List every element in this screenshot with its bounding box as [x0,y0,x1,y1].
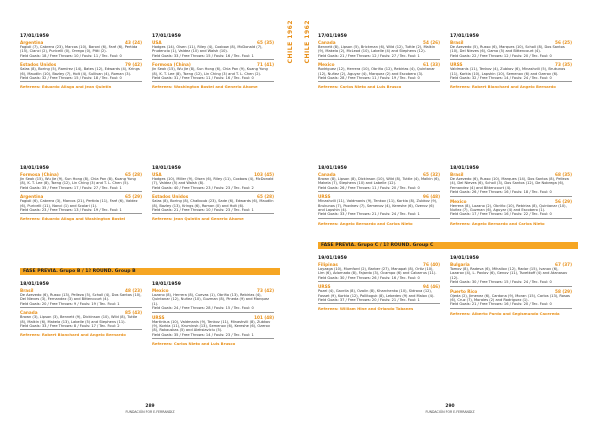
players: Brown (8), Lipson (8), Dickinson (10), Wild (8), Tuttle (4), Malkin (6), Makela (7), Stephens (10) and Labelle (12). [318,177,440,186]
team-name: Bulgaria [450,262,470,267]
stats: Field Goals: 35 / Free Throws: 17 / Fouls: 27 / Tec. Foul: 1 [20,186,142,192]
team-name: Formosa (China) [20,172,59,177]
team-name: Formosa (China) [152,62,191,68]
stats: Field Goals: 35 / Free Throws: 14 / Fouls: 23 / Tec. Foul: 1 [152,333,274,339]
match-date: 17/01/1959 [152,34,181,39]
team-score: 67 (37) [555,262,572,267]
players: Martinkus (10), Valdmanis (9), Tenkov (11), Minashvili (8), Zubkov (9), Korkia (11), Kruminsh (13), Semenov (6), Kereshe (6), Ozerov (8), Rakauskas (5) and Aleksiaviciu (5). [152,319,271,333]
team-score: 79 (42) [125,62,142,68]
team-score: 68 (35) [555,172,572,177]
team-name: Argentina [20,194,44,200]
match-date: 18/01/1959 [20,282,49,287]
stats: Field Goals: 18 / Free Throws: 10 / Fouls: 11 / Tec. Foul: 0 [20,54,142,60]
stats: Field Goals: 26 / Free Throws: 11 / Fouls: 20 / Tec. Foul: 0 [318,186,440,192]
match-date: 18/01/1959 [152,166,181,171]
team-score: 58 (29) [555,288,572,294]
team-score: 48 (23) [125,288,142,293]
stats: Field Goals: 21 / Free Throws: 16 / Fouls: 20 / Tec. Foul: 0 [450,302,572,308]
team-name: Brasil [20,288,34,293]
stats: Field Goals: 31 / Free Throws: 11 / Fouls: 16 / Tec. Foul: 0 [152,76,274,82]
players: Tomov (8), Radeva (6), Mihailov (12), Rador (15), Ivanov (6), Lazarov (4), L. Pavlov (6), Genov (11), Tsvetkoff (4) and Atanasov (12). [450,267,568,280]
referees: Referees: Angelo Bernardo and Carlos Nieto [450,220,545,226]
team-name: Estados Unidos [20,62,57,68]
referees: Referees: Robert Blanchard and Angelo Bernardo [450,84,556,90]
match-block [152,166,274,222]
team-name: URSS [450,62,463,68]
team-name: Brasil [450,40,464,45]
stats: Field Goals: 32 / Free Throws: 14 / Fouls: 24 / Tec. Foul: 0 [450,76,572,82]
referees: Referees: Jean Quintin and Generio Ahome [152,216,244,222]
match-block [318,256,440,312]
team-score: 94 (46) [423,284,440,290]
team-score: 65 (29) [125,194,142,200]
match-block [318,166,440,226]
side-title: CHILE 1962 [304,20,311,64]
stats: Field Goals: 33 / Free Throws: 21 / Fouls: 24 / Tec. Foul: 1 [318,212,440,218]
team-score: 103 (45) [254,172,274,177]
team-score: 65 (35) [257,40,274,45]
stats: Field Goals: 37 / Free Throws: 20 / Fouls: 21 / Tec. Foul: 1 [318,298,440,304]
stats: Field Goals: 21 / Free Throws: 10 / Fouls: 23 / Tec. Foul: 1 [152,208,274,214]
match-block [450,34,572,90]
players: Hodges (10), Miller (9), Olsen (6), Riley (11), Coxbow (4), McDonald (7), Valdez (5) and Walsh (8). [152,177,274,186]
players: Ojeda (2), Jimenez (6), Cardona (9), Moran (15), Carlos (13), Rosas (6), Cruz (7), Morales (2) and Rodriguez (1). [450,293,570,303]
team-name: Mexico [450,198,467,204]
team-score: 65 (28) [257,194,274,200]
match-date: 17/01/1959 [318,34,347,39]
group-banner: FASE PREVIA. Grupo C / 1ª ROUND. Group C [318,242,578,249]
referees: Referees: William Hine and Orlando Tabanes [318,306,414,312]
match-date: 18/01/1959 [450,166,479,171]
team-name: Brasil [450,172,464,177]
page-footer: FUNDACIÓN FOR E.FERRANDIZ [425,410,475,414]
team-name: URSS [152,314,165,320]
players: Jin Seok (15), Wu Jie (9), Sun Hong (8), Chia Pan (8), Kuang Yung (8), K. T. Lee (8), Tseng (12), Lin Ching (3) and T. L. Chen (5). [20,177,136,186]
team-score: 56 (25) [555,40,572,45]
group-banner: FASE PREVIA. Grupo B / 1ª ROUND. Group B [20,268,280,275]
referees: Referees: Carlos Nieto and Luis Brusco [318,84,402,90]
team-name: Canada [20,310,38,316]
players: Bennett (8), Lipson (5), Brickman (6), Wild (12), Tuttle (2), Malkin (9), Makela (2), McLeod (10), Labelle (4) and Stephens (12). [318,45,436,54]
players: De Azevedo (6), Russo (13), Pelleza (5), Scholl (4), Dos Santos (10), Del Nieves (3), Fernandez (3) and Bittencourt (4). [20,293,142,302]
match-date: 17/01/1959 [450,34,479,39]
team-score: 56 (29) [555,198,572,204]
stats: Field Goals: 33 / Free Throws: 15 / Fouls: 16 / Tec. Foul: 1 [152,54,274,60]
match-block [20,34,142,90]
team-name: Canada [318,172,336,177]
team-name: URSS [318,194,331,200]
team-score: 43 (24) [125,40,142,45]
match-block [20,166,142,222]
players: De Azevedo (5), Russo (6), Marques (10), Scholl (8), Dos Santos (10), Del Nieves (6), Gama (5) and Bittencourt (4). [450,45,565,54]
page-number: 290 [445,404,455,409]
players: Fagioli (7), Cabrera (23), Marcos (10), Baroni (6), Faré (6), Pertida (15), Cianci (2), Puricelli (0), Orrego (0), Pitti (2). [20,45,138,54]
team-name: Puerto Rico [450,288,478,294]
match-date: 18/01/1959 [152,282,181,287]
page-number: 289 [145,404,155,409]
players: Lozano (8), Herrera (8), Cuevas (1), Obriño (13), Rebirias (4), Quintanar (12), Nuñez (10), Guzman (8), Pineda (9) and Marquez (1). [152,293,270,306]
team-name: Estados Unidos [152,194,189,200]
stats: Field Goals: 33 / Free Throws: 8 / Fouls: 17 / Tec. Foul: 2 [20,324,142,330]
players: Valdmanis (11), Tenkov (4), Zubkov (6), Minashvili (5), Brukunos (11), Korkia (10), Lapshin (10), Semenov (6) and Ozerov (6). [450,67,566,76]
team-name: USA [152,172,162,177]
match-block [152,34,274,90]
team-score: 73 (35) [555,62,572,68]
team-name: Filipinas [318,262,338,267]
team-score: 85 (43) [125,310,142,316]
players: Jin Seok (15), Wu Jie (8), Sun Hong (6), Chia Pan (9), Kuang Yung (8), K. T. Lee (8), Tseng (12), Lin Ching (3) and T. L. Chen (2). [152,67,268,76]
side-title: CHILE 1962 [287,20,294,64]
match-date: 18/01/1959 [20,166,49,171]
match-block [318,34,440,90]
team-score: 96 (48) [423,194,440,200]
stats: Field Goals: 32 / Free Throws: 15 / Fouls: 18 / Tec. Foul: 0 [20,76,142,82]
team-score: 54 (26) [423,40,440,45]
team-score: 73 (42) [257,288,274,293]
team-score: 65 (32) [423,172,440,177]
referees: Referees: Carlos Nieto and Luis Brusco [152,341,236,347]
referees: Referees: Angelo Bernardo and Carlos Nieto [318,220,413,226]
stats: Field Goals: 30 / Free Throws: 15 / Fouls: 24 / Tec. Foul: 0 [450,280,572,286]
stats: Field Goals: 40 / Free Throws: 23 / Fouls: 23 / Tec. Foul: 2 [152,186,274,192]
referees: Referees: Eduardo Aliaga and Washington Bostel [20,216,126,222]
page-footer: FUNDACIÓN FOR E.FERRANDIZ [125,410,175,414]
stats: Field Goals: 30 / Free Throws: 26 / Fouls: 16 / Tec. Foul: 0 [318,276,440,282]
right-page [300,0,600,424]
team-name: Mexico [152,288,169,293]
team-name: Argentina [20,40,44,45]
players: Pozel (4), Gavrila (8), Ozolin (8), Kharchenko (10), Sidrova (12), Fosset (9), Korkia (12), Pollitoguk (8), Lebedev (9) and Malov (4). [318,289,435,298]
match-block [450,166,572,226]
players: Fagioli (6), Cabrera (3), Marcos (21), Pertida (11), Faré (6), Valdez (6), Puricelli (11), Nanci (1) and Scolari (1). [20,199,138,208]
players: De Azevedo (6), Russo (10), Marques (14), Dos Santos (8), Pelleza (4), Del Nieves (6), Scholl (3), Dos Santos (12), De Nobrega (6), Fernandez (4) and Bittencourt (4). [450,177,569,190]
referees: Referees: Alberto Pardo and Segismundo Cacereda [450,310,560,316]
referees: Referees: Eduardo Aliaga and Jean Quintin [20,84,112,90]
team-score: 71 (41) [257,62,274,68]
team-score: 65 (28) [125,172,142,177]
players: Loyzaga (10), Mumford (2), Barber (27), Manapat (8), Ortiz (10), Lim (6), Adornado (8), Fajardo (3), Ocampo (6) and Cabarrus (11). [318,267,437,276]
match-block [152,282,274,347]
match-date: 18/01/1959 [318,166,347,171]
team-score: 101 (48) [254,314,274,320]
stats: Field Goals: 23 / Free Throws: 13 / Fouls: 19 / Tec. Foul: 1 [20,208,142,214]
referees: Referees: Washington Bostel and Generio Ahome [152,84,258,90]
players: Salas (8), Boring (8), Chalboub (23), Sade (6), Edwards (6), Maudlin (8), Bazley (13), Krings (6), Roman (0) and Holt (6). [152,199,274,208]
match-date: 19/01/1959 [450,256,479,261]
stats: Field Goals: 24 / Free Throws: 28 / Fouls: 15 / Tec. Foul: 0 [152,306,274,312]
stats: Field Goals: 21 / Free Throws: 12 / Fouls: 27 / Tec. Foul: 1 [318,54,440,60]
team-score: 76 (40) [423,262,440,267]
referees: Referees: Robert Blanchard and Angelo Bernardo [20,332,126,338]
match-block [20,282,142,338]
team-name: Canada [318,40,336,45]
team-score: 61 (33) [423,62,440,68]
players: Rodriguez (12), Herrera (10), Obriño (12), Rebirias (4), Quintanar (12), Nuñez (2), Aguyar (4), Marquez (2) and Escobero (3). [318,67,435,76]
stats: Field Goals: 20 / Free Throws: 9 / Fouls: 19 / Tec. Foul: 1 [20,302,142,308]
match-date: 19/01/1959 [318,256,347,261]
stats: Field Goals: 28 / Free Throws: 11 / Fouls: 19 / Tec. Foul: 0 [318,76,440,82]
players: Herrera (8), Lozano (2), Obriño (10), Rebirias (8), Quintanar (10), Nuñez (7), Guzman (6), Aguyar (4) and Escobero (1). [450,203,567,213]
team-name: URSS [318,284,331,290]
match-date: 17/01/1959 [20,34,49,39]
players: Salas (8), Boring (5), Ramírez (14), Bates (12), Edwards (4), Krings (6), Maudlin (10), Bazley (7), Holt (4), Sullivan (4), Roman (3). [20,67,140,76]
team-name: USA [152,40,162,45]
stats: Field Goals: 22 / Free Throws: 12 / Fouls: 20 / Tec. Foul: 0 [450,54,572,60]
stats: Field Goals: 26 / Free Throws: 16 / Fouls: 18 / Tec. Foul: 0 [450,190,572,196]
players: Minashvili (11), Valdmanis (9), Tenkov (11), Korkia (8), Zubkov (9), Brukunos (7), Pozdnev (7), Semenov (4), Kereshe (6), Ozerov (6) and Lapshin (4). [318,199,438,213]
players: Brown (3), Lipson (3), Bennett (9), Dickinson (10), Wild (8), Tuttle (8), Malkin (6), Makela (13), Labelle (5) and Stephens (11). [20,315,138,324]
team-name: Mexico [318,62,335,68]
players: Hodges (14), Olsen (11), Riley (4), Coxbow (8), McDonald (7), Prudencio (1), Valdez (10) and Walsh (10). [152,45,263,54]
stats: Field Goals: 17 / Free Throws: 16 / Fouls: 22 / Tec. Foul: 0 [450,212,572,218]
match-block [450,256,572,316]
